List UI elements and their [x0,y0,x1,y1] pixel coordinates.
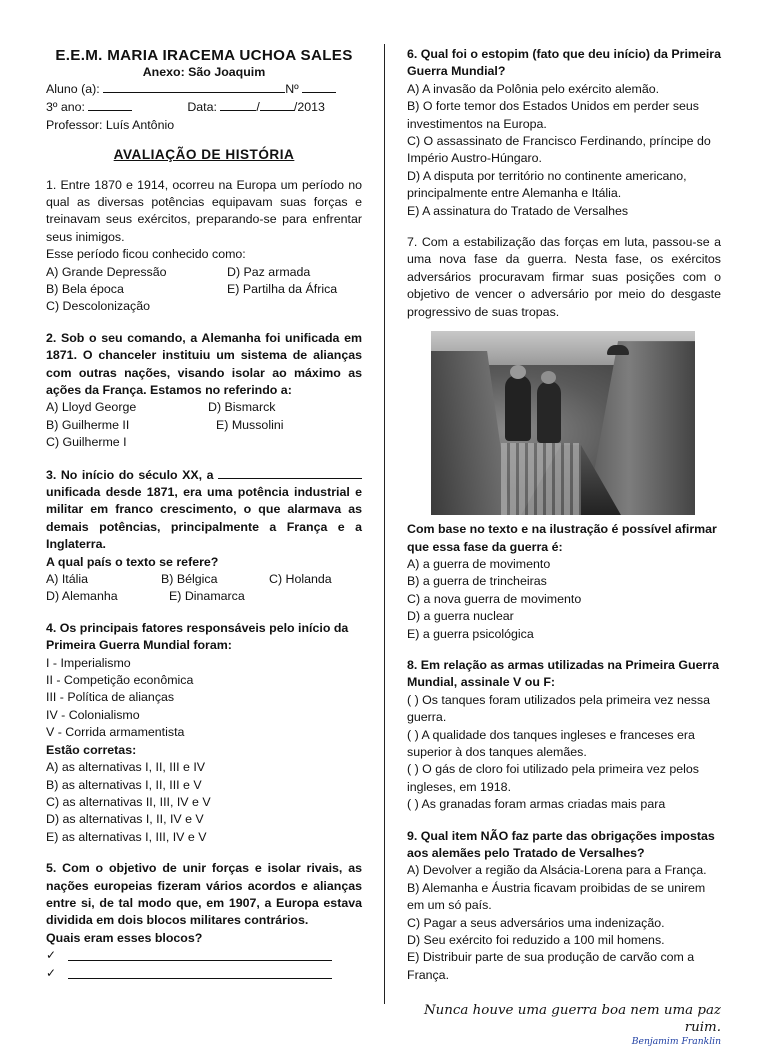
question-3 [46,466,362,606]
q3-option-a[interactable]: A) Itália [46,572,89,587]
q9-option-e[interactable]: E) Distribuir parte de sua produção de carvão com a França. [407,950,695,982]
q1-option-b[interactable]: B) Bela época [46,282,124,297]
q2-option-e[interactable]: E) Mussolini [216,417,284,432]
question-8 [407,657,721,814]
question-7-stem: 7. Com a estabilização das forças em luta, passou-se a uma nova fase da guerra. Nesta fase, os exércitos adversários procuravam firmar suas posições com o objetivo de vencer o adversário por meio do desgaste progressivo de suas tropas. [407,235,721,319]
q3-option-d[interactable]: D) Alemanha [46,589,118,604]
q4-option-e[interactable]: E) as alternativas I, III, IV e V [46,829,207,844]
q7-option-d[interactable]: D) a guerra nuclear [407,609,514,624]
question-3-stem [46,466,362,554]
q1-option-d[interactable]: D) Paz armada [227,264,311,279]
date-day-field[interactable] [220,98,256,111]
teacher-line: Professor: Luís Antônio [46,117,175,132]
q4-item: II - Competição econômica [46,673,194,688]
q5-answer-line-2[interactable] [46,965,362,983]
question-9-stem: 9. Qual item NÃO faz parte das obrigações impostas aos alemães pelo Tratado de Versalhes? [407,828,715,860]
closing-quote: Nunca houve uma guerra boa nem uma paz ruim. [423,1003,721,1036]
q8-item-2[interactable]: ( ) A qualidade dos tanques ingleses e franceses era superior à dos tanques alemães. [407,727,695,759]
annex-label: Anexo: São Joaquim [142,65,266,79]
q3-option-e[interactable]: E) Dinamarca [169,589,245,604]
column-divider [384,44,385,1004]
checkmark-icon: ✓ [46,965,57,980]
grade-date-line [46,98,362,116]
q8-item-3[interactable]: ( ) O gás de cloro foi utilizado pela primeira vez pelos ingleses, em 1918. [407,762,700,794]
page-title: AVALIAÇÃO DE HISTÓRIA [113,147,295,163]
q4-option-d[interactable]: D) as alternativas I, II, IV e V [46,812,204,827]
question-3-prompt: A qual país o texto se refere? [46,554,219,569]
q2-option-c[interactable]: C) Guilherme I [46,435,127,450]
number-label: Nº [285,82,299,96]
q4-option-a[interactable]: A) as alternativas I, II, III e IV [46,760,206,775]
question-2-stem: 2. Sob o seu comando, a Alemanha foi unificada em 1871. O chanceler instituiu um sistema de alianças com outras nações, visando isolar ao máximo as ações da França. Estamos no referindo a: [46,330,362,398]
q2-option-d[interactable]: D) Bismarck [208,400,276,415]
q9-option-a[interactable]: A) Devolver a região da Alsácia-Lorena para a França. [407,863,707,878]
q6-option-e[interactable]: E) A assinatura do Tratado de Versalhes [407,203,629,218]
question-1 [46,177,362,316]
question-5-prompt: Quais eram esses blocos? [46,930,203,945]
checkmark-icon: ✓ [46,948,57,963]
left-column [46,0,362,982]
q3-option-c[interactable]: C) Holanda [269,572,332,587]
q4-item: III - Política de alianças [46,690,175,705]
grade-label: 3º ano: [46,100,85,115]
question-4 [46,620,362,846]
q9-option-c[interactable]: C) Pagar a seus adversários uma indenização. [407,915,665,930]
question-4-prompt: Estão corretas: [46,742,137,757]
q2-option-a[interactable]: A) Lloyd George [46,400,137,415]
q7-option-e[interactable]: E) a guerra psicológica [407,626,534,641]
q9-option-d[interactable]: D) Seu exército foi reduzido a 100 mil homens. [407,933,665,948]
student-label: Aluno (a): [46,82,100,96]
student-line [46,80,362,98]
q1-option-e[interactable]: E) Partilha da África [227,282,338,297]
school-name: E.E.M. MARIA IRACEMA UCHOA SALES [55,47,353,64]
q9-option-b[interactable]: B) Alemanha e Áustria ficavam proibidas de se unirem em um só país. [407,880,706,913]
question-4-stem: 4. Os principais fatores responsáveis pelo início da Primeira Guerra Mundial foram: [46,620,349,653]
q7-option-a[interactable]: A) a guerra de movimento [407,556,551,571]
q4-item: I - Imperialismo [46,655,131,670]
question-1-prompt: Esse período ficou conhecido como: [46,247,246,262]
student-number-field[interactable] [302,80,336,93]
q4-item: V - Corrida armamentista [46,725,185,740]
question-8-stem: 8. Em relação as armas utilizadas na Primeira Guerra Mundial, assinale V ou F: [407,657,719,690]
trench-photo [431,331,695,515]
date-label: Data: [187,100,217,115]
q2-option-b[interactable]: B) Guilherme II [46,417,130,432]
question-5 [46,860,362,982]
question-5-stem: 5. Com o objetivo de unir forças e isolar rivais, as nações europeias fizeram vários acordos e alianças entre si, de tal modo que, em 1907, a Europa estava dividida em dois blocos militares contrários. [46,861,362,928]
right-column [407,0,721,1048]
quote-author: Benjamim Franklin [631,1036,721,1048]
question-2 [46,330,362,452]
q1-option-c[interactable]: C) Descolonização [46,299,150,314]
q7-option-c[interactable]: C) a nova guerra de movimento [407,591,582,606]
date-month-field[interactable] [260,98,294,111]
question-6 [407,46,721,220]
q8-item-4[interactable]: ( ) As granadas foram armas criadas mais para [407,797,666,812]
q6-option-b[interactable]: B) O forte temor dos Estados Unidos em perder seus investimentos na Europa. [407,99,699,131]
q6-option-a[interactable]: A) A invasão da Polônia pelo exército alemão. [407,81,660,96]
q8-item-1[interactable]: ( ) Os tanques foram utilizados pela primeira vez nessa guerra. [407,692,711,725]
date-separator: / [256,100,260,115]
q6-option-d[interactable]: D) A disputa por território no continente americano, principalmente entre Alemanha e Itália. [407,168,687,201]
grade-field[interactable] [88,98,132,111]
question-6-stem: 6. Qual foi o estopim (fato que deu início) da Primeira Guerra Mundial? [407,47,721,79]
q4-option-c[interactable]: C) as alternativas II, III, IV e V [46,794,211,809]
student-name-field[interactable] [103,80,285,93]
q1-option-a[interactable]: A) Grande Depressão [46,264,167,279]
question-3-stem-start: 3. No início do século XX, a [46,467,214,482]
date-year: /2013 [293,100,325,115]
q4-option-b[interactable]: B) as alternativas I, II, III e V [46,777,202,792]
question-3-blank[interactable] [218,466,362,479]
q6-option-c[interactable]: C) O assassinato de Francisco Ferdinando, príncipe do Império Austro-Húngaro. [407,134,711,166]
question-7-prompt: Com base no texto e na ilustração é possível afirmar que essa fase da guerra é: [407,522,717,554]
question-3-stem-rest: unificada desde 1871, era uma potência industrial e militar em franco crescimento, o que alarmava as demais potências, principalmente a França e a Inglaterra. [46,485,362,552]
q7-option-b[interactable]: B) a guerra de trincheiras [407,574,547,589]
q4-item: IV - Colonialismo [46,707,140,722]
question-9 [407,828,721,985]
q3-option-b[interactable]: B) Bélgica [161,572,218,587]
question-7 [407,234,721,643]
question-1-stem: 1. Entre 1870 e 1914, ocorreu na Europa um período no qual as diversas potências equipavam suas forças e treinavam seus exércitos, preparando-se para enfrentar seus inimigos. [46,177,362,244]
q5-answer-line-1[interactable] [46,947,362,965]
